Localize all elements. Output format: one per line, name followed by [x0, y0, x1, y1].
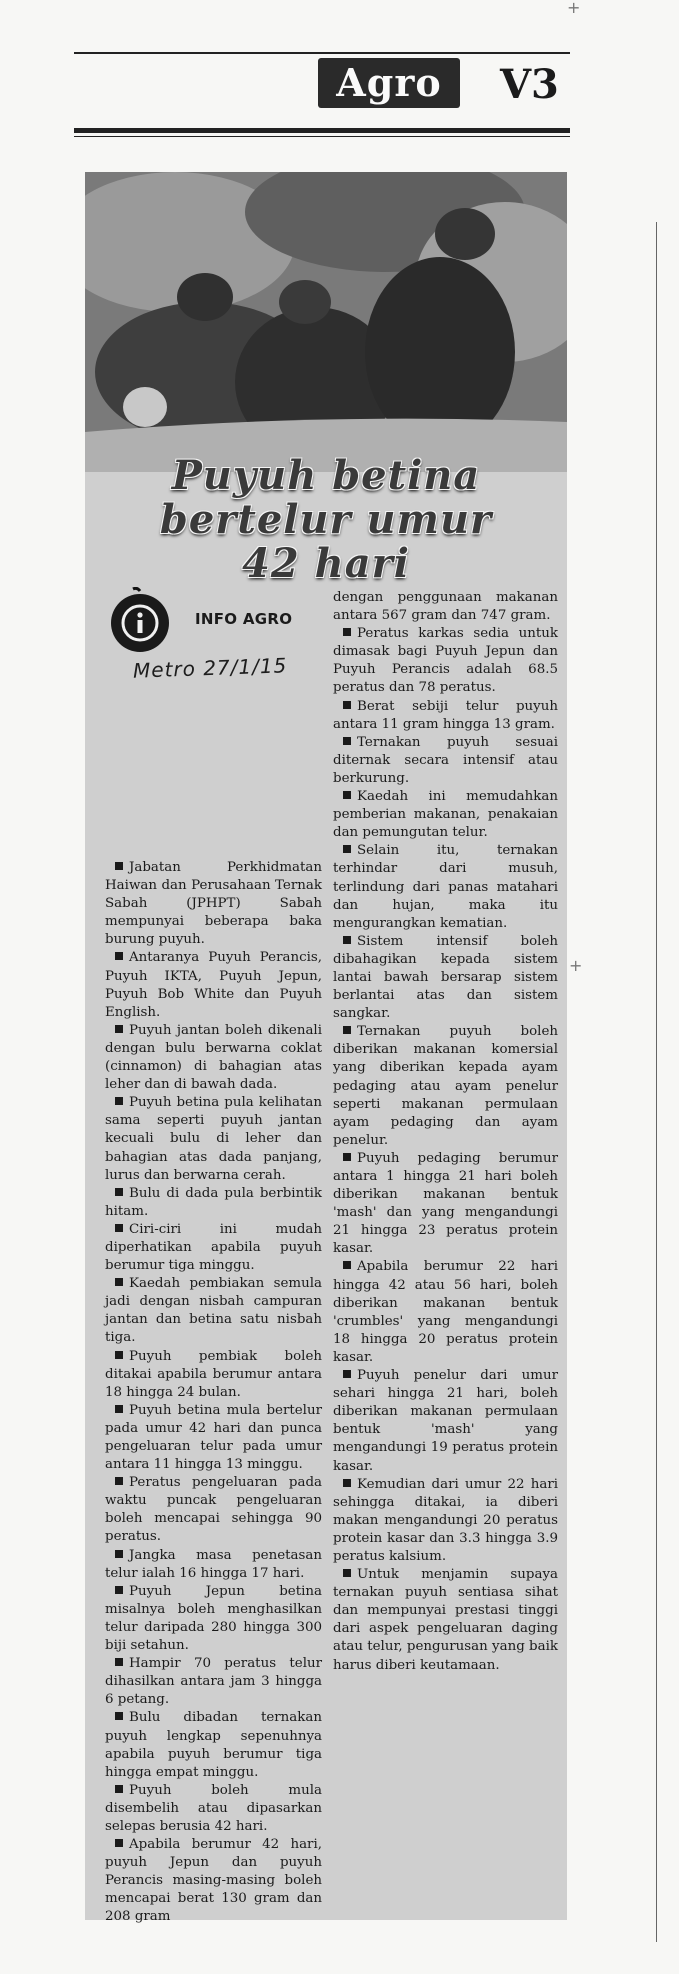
header-top-rule: [74, 52, 570, 54]
paragraph-text: Peratus pengeluaran pada waktu puncak pengeluaran boleh mencapai sehingga 90 peratus.: [105, 1475, 322, 1545]
crosshair-icon: +: [567, 0, 581, 17]
header-bottom-rule: [74, 128, 570, 133]
bullet-square-icon: [343, 1370, 351, 1378]
paragraph: [333, 1150, 558, 1259]
paragraph: [105, 1709, 322, 1781]
bullet-square-icon: [343, 737, 351, 745]
paragraph: [105, 1655, 322, 1709]
paragraph-text: Antaranya Puyuh Perancis, Puyuh IKTA, Puyuh Jepun, Puyuh Bob White dan Puyuh English.: [105, 950, 322, 1020]
paragraph: [105, 1782, 322, 1836]
headline-line: bertelur umur: [159, 496, 493, 543]
bullet-square-icon: [115, 1405, 123, 1413]
paragraph: [333, 698, 558, 734]
bullet-square-icon: [115, 862, 123, 870]
paragraph-text: Kaedah pembiakan semula jadi dengan nisbah campuran jantan dan betina satu nisbah tiga.: [105, 1276, 322, 1346]
paragraph: [105, 1348, 322, 1402]
article-column-left: [105, 859, 322, 1927]
bullet-square-icon: [343, 1479, 351, 1487]
bullet-square-icon: [115, 1658, 123, 1666]
paragraph: [333, 734, 558, 788]
paragraph: [333, 1367, 558, 1476]
paragraph-text: Berat sebiji telur puyuh antara 11 gram hingga 13 gram.: [333, 698, 558, 732]
paragraph-text: Puyuh penelur dari umur sehari hingga 21 hari, boleh diberikan makanan permulaan bentuk 'mash' yang mengandungi 19 peratus protein kasar.: [333, 1368, 558, 1474]
paragraph-text: Kemudian dari umur 22 hari sehingga ditakai, ia diberi makan mengandungi 20 peratus protein kasar dan 3.3 hingga 3.9 peratus kalsium.: [333, 1476, 558, 1564]
paragraph: [105, 1221, 322, 1275]
bullet-square-icon: [115, 1278, 123, 1286]
paragraph: [333, 1566, 558, 1675]
paragraph-text: Jangka masa penetasan telur ialah 16 hingga 17 hari.: [105, 1547, 322, 1581]
paragraph-text: Ternakan puyuh sesuai diternak secara intensif atau berkurung.: [333, 734, 558, 786]
paragraph: [105, 1836, 322, 1926]
paragraph-text: Puyuh betina mula bertelur pada umur 42 hari dan punca pengeluaran telur pada umur antara 11 hingga 13 minggu.: [105, 1402, 322, 1473]
bullet-square-icon: [115, 1477, 123, 1485]
paragraph-text: Puyuh pedaging berumur antara 1 hingga 21 hari boleh diberikan makanan bentuk 'mash' dan yang mengandungi 21 hingga 23 peratus protein kasar.: [333, 1150, 558, 1257]
paragraph: [105, 1275, 322, 1347]
header-bottom-thin-rule: [74, 136, 570, 137]
bullet-square-icon: [343, 1261, 351, 1269]
paragraph: [333, 788, 558, 842]
bullet-square-icon: [343, 791, 351, 799]
paragraph-text: Ciri-ciri ini mudah diperhatikan apabila puyuh berumur tiga minggu.: [105, 1221, 322, 1274]
handwritten-note: Metro 27/1/15: [132, 653, 288, 683]
paragraph: [333, 625, 558, 697]
paragraph: [105, 1474, 322, 1546]
info-icon: [107, 587, 173, 653]
paragraph-text: Jabatan Perkhidmatan Haiwan dan Perusahaan Ternak Sabah (JPHPT) Sabah mempunyai beberapa baka burung puyuh.: [105, 860, 322, 948]
bullet-square-icon: [115, 1025, 123, 1033]
bullet-square-icon: [343, 1569, 351, 1577]
paragraph: [105, 1022, 322, 1094]
bullet-square-icon: [115, 1785, 123, 1793]
paragraph-text: Peratus karkas sedia untuk dimasak bagi Puyuh Jepun dan Puyuh Perancis adalah 68.5 peratus dan 78 peratus.: [333, 626, 558, 696]
paragraph: [333, 1476, 558, 1566]
paragraph-text: Bulu dibadan ternakan puyuh lengkap sepenuhnya apabila puyuh berumur tiga hingga empat minggu.: [105, 1710, 322, 1780]
bullet-square-icon: [115, 1351, 123, 1359]
headline-line: 42 hari: [242, 540, 410, 587]
paragraph: [333, 842, 558, 932]
bullet-square-icon: [343, 701, 351, 709]
section-label: Agro: [336, 60, 442, 105]
paragraph-text: Puyuh pembiak boleh ditakai apabila berumur antara 18 hingga 24 bulan.: [105, 1348, 322, 1400]
bullet-square-icon: [115, 952, 123, 960]
bullet-square-icon: [115, 1224, 123, 1232]
paragraph: [105, 1185, 322, 1221]
page-number: V3: [500, 61, 559, 108]
scan-margin-line: [656, 222, 657, 1942]
paragraph-text: Apabila berumur 22 hari hingga 42 atau 56 hari, boleh diberikan makanan bentuk 'crumbles' yang mengandungi 18 hingga 20 peratus protein kasar.: [333, 1259, 558, 1365]
paragraph-text: Hampir 70 peratus telur dihasilkan antara jam 3 hingga 6 petang.: [105, 1656, 322, 1708]
paragraph-text: Bulu di dada pula berbintik hitam.: [105, 1185, 322, 1219]
bullet-square-icon: [343, 1026, 351, 1034]
bullet-square-icon: [115, 1097, 123, 1105]
bullet-square-icon: [115, 1839, 123, 1847]
paragraph: [333, 1023, 558, 1150]
bullet-square-icon: [343, 1153, 351, 1161]
paragraph-text: Kaedah ini memudahkan pemberian makanan, penakaian dan pemungutan telur.: [333, 789, 558, 841]
paragraph-text: Untuk menjamin supaya ternakan puyuh sentiasa sihat dan mempunyai prestasi tinggi dari aspek pengeluaran daging atau telur, pengurusan yang baik harus diberi keutamaan.: [333, 1567, 558, 1673]
crosshair-icon: +: [569, 956, 583, 975]
paragraph: [333, 589, 558, 625]
paragraph: [333, 933, 558, 1023]
headline-line: Puyuh betina: [171, 452, 481, 499]
section-badge: [318, 58, 460, 108]
bullet-square-icon: [343, 628, 351, 636]
paragraph-text: Selain itu, ternakan terhindar dari musuh, terlindung dari panas matahari dan hujan, maka itu mengurangkan kematian.: [333, 843, 558, 931]
paragraph-text: Puyuh Jepun betina misalnya boleh menghasilkan telur daripada 280 hingga 300 biji setahun.: [105, 1583, 322, 1654]
paragraph-text: Ternakan puyuh boleh diberikan makanan komersial yang diberikan kepada ayam pedaging atau ayam penelur seperti makanan permulaan ayam pedaging dan ayam penelur.: [333, 1024, 558, 1148]
bullet-square-icon: [115, 1188, 123, 1196]
quail-photo: [85, 172, 567, 472]
bullet-square-icon: [115, 1586, 123, 1594]
bullet-square-icon: [115, 1712, 123, 1720]
column-label: INFO AGRO: [195, 610, 293, 628]
article-clipping: [85, 172, 567, 1925]
paragraph-text: Puyuh jantan boleh dikenali dengan bulu berwarna coklat (cinnamon) di bahagian atas leher dan di bawah dada.: [105, 1022, 322, 1093]
paragraph: [105, 949, 322, 1021]
bullet-square-icon: [115, 1550, 123, 1558]
paragraph: [105, 859, 322, 949]
paragraph: [333, 1258, 558, 1367]
bullet-square-icon: [343, 936, 351, 944]
article-column-right: [333, 589, 558, 1675]
paragraph: [105, 1402, 322, 1474]
paragraph-text: Puyuh boleh mula disembelih atau dipasarkan selepas berusia 42 hari.: [105, 1782, 322, 1834]
paragraph: [105, 1094, 322, 1184]
bullet-square-icon: [343, 845, 351, 853]
paragraph: [105, 1583, 322, 1655]
paragraph: [105, 1547, 322, 1583]
headline: [85, 454, 567, 586]
paragraph-text: Apabila berumur 42 hari, puyuh Jepun dan puyuh Perancis masing-masing boleh mencapai berat 130 gram dan 208 gram: [105, 1837, 322, 1925]
paragraph-text: Puyuh betina pula kelihatan sama seperti puyuh jantan kecuali bulu di leher dan bahagian atas dada panjang, lurus dan berwarna cerah.: [105, 1095, 322, 1183]
paragraph-text: Sistem intensif boleh dibahagikan kepada sistem lantai bawah bersarap sistem berlantai atas dan sistem sangkar.: [333, 933, 558, 1022]
paragraph-text: dengan penggunaan makanan antara 567 gram dan 747 gram.: [333, 590, 558, 624]
quail-photo-drawing: [85, 172, 567, 472]
